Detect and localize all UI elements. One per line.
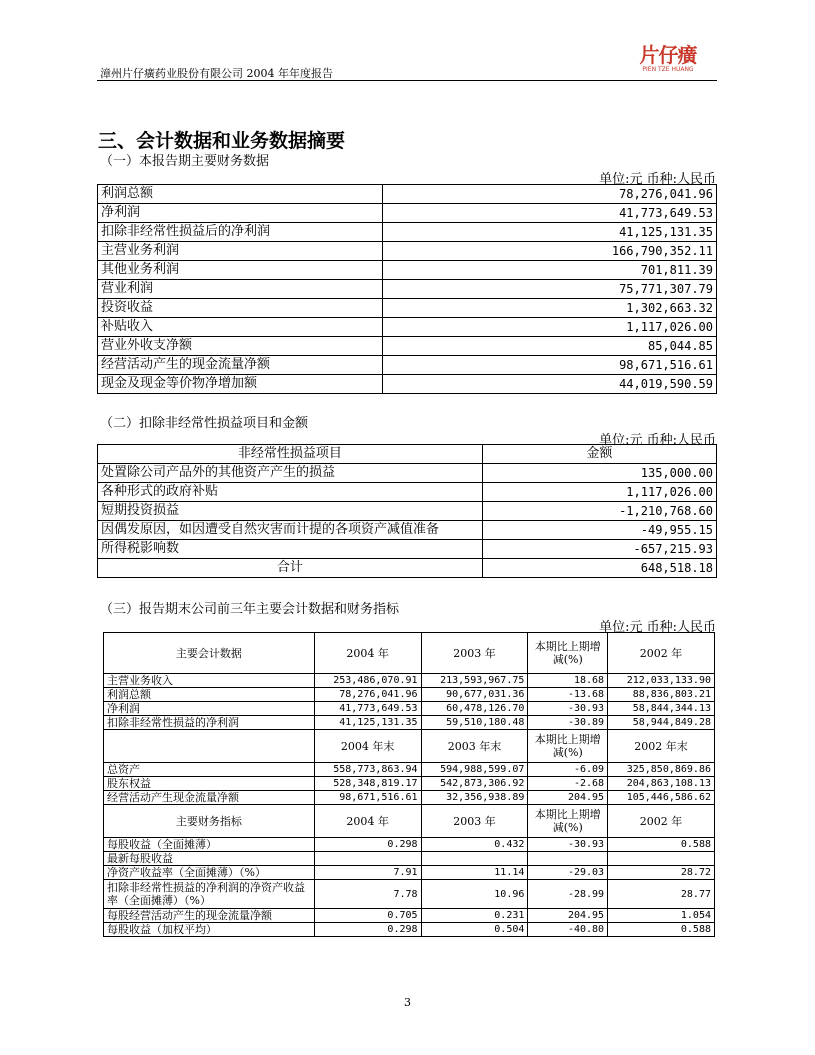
row-value: [608, 852, 715, 866]
table-row: [104, 777, 715, 791]
col-header: 2004 年: [314, 633, 421, 674]
part2-unit: 单位:元 币种:人民币: [599, 433, 716, 448]
col-header: 2003 年末: [421, 730, 528, 763]
table-header-row: [98, 445, 717, 464]
row-value: 166,790,352.11: [382, 242, 716, 261]
row-label: 主营业务利润: [98, 242, 383, 261]
row-label: 短期投资损益: [98, 502, 483, 521]
row-value: 59,510,180.48: [421, 716, 528, 730]
row-value: -13.68: [528, 688, 608, 702]
row-value: 105,446,586.62: [608, 791, 715, 805]
row-value: 78,276,041.96: [382, 185, 716, 204]
row-label: 净利润: [104, 702, 315, 716]
row-value: -30.93: [528, 702, 608, 716]
row-value: 0.588: [608, 923, 715, 937]
row-value: 701,811.39: [382, 261, 716, 280]
section-title: 三、会计数据和业务数据摘要: [98, 130, 346, 152]
row-value: 1,302,663.32: [382, 299, 716, 318]
col-header: 本期比上期增减(%): [528, 633, 608, 674]
logo-sub-text: PIEN TZE HUANG: [642, 66, 694, 73]
row-value: 0.231: [421, 909, 528, 923]
table-header-row: [104, 730, 715, 763]
row-value: 1,117,026.00: [482, 483, 716, 502]
total-label: 合计: [98, 559, 483, 578]
row-value: 0.504: [421, 923, 528, 937]
col-header: 本期比上期增减(%): [528, 805, 608, 838]
row-value: 7.91: [314, 866, 421, 880]
table-row: [98, 502, 717, 521]
table-row: [104, 716, 715, 730]
table-row: [98, 521, 717, 540]
row-value: [528, 852, 608, 866]
row-label: 因偶发原因，如因遭受自然灾害而计提的各项资产减值准备: [98, 521, 483, 540]
row-value: 325,850,869.86: [608, 763, 715, 777]
table-row: [98, 223, 717, 242]
row-value: 41,773,649.53: [314, 702, 421, 716]
table-row: [98, 185, 717, 204]
row-value: -49,955.15: [482, 521, 716, 540]
row-value: 10.96: [421, 880, 528, 909]
row-value: 58,944,849.28: [608, 716, 715, 730]
table-row: [98, 204, 717, 223]
table-row: [104, 674, 715, 688]
row-value: -28.99: [528, 880, 608, 909]
col-header: 2003 年: [421, 805, 528, 838]
row-value: 60,478,126.70: [421, 702, 528, 716]
row-value: 28.77: [608, 880, 715, 909]
table-row: [98, 299, 717, 318]
col-header: 本期比上期增减(%): [528, 730, 608, 763]
row-value: 41,125,131.35: [382, 223, 716, 242]
row-value: -30.89: [528, 716, 608, 730]
col-header-amount: 金额: [482, 445, 716, 464]
table-row: [104, 852, 715, 866]
row-value: -40.80: [528, 923, 608, 937]
row-label: 经营活动产生现金流量净额: [104, 791, 315, 805]
table-row: [98, 280, 717, 299]
row-value: 213,593,967.75: [421, 674, 528, 688]
row-value: 0.705: [314, 909, 421, 923]
report-header-title: 漳州片仔癀药业股份有限公司 2004 年年度报告: [100, 67, 333, 80]
row-label: 营业外收支净额: [98, 337, 383, 356]
row-value: 212,033,133.90: [608, 674, 715, 688]
table-row: [98, 337, 717, 356]
col-header: 2002 年末: [608, 730, 715, 763]
row-value: -29.03: [528, 866, 608, 880]
logo-main-text: 片仔癀: [639, 43, 697, 67]
row-label: 股东权益: [104, 777, 315, 791]
col-header: 2002 年: [608, 805, 715, 838]
row-value: 0.432: [421, 838, 528, 852]
col-header: 2002 年: [608, 633, 715, 674]
table-row: [98, 356, 717, 375]
row-label: 每股经营活动产生的现金流量净额: [104, 909, 315, 923]
row-value: 41,125,131.35: [314, 716, 421, 730]
row-value: -6.09: [528, 763, 608, 777]
row-value: 1,117,026.00: [382, 318, 716, 337]
table-row: [104, 880, 715, 909]
table-row: [98, 261, 717, 280]
row-value: 58,844,344.13: [608, 702, 715, 716]
table-row: [98, 318, 717, 337]
row-value: 28.72: [608, 866, 715, 880]
row-value: -657,215.93: [482, 540, 716, 559]
row-label: 每股收益（全面摊薄）: [104, 838, 315, 852]
row-value: 78,276,041.96: [314, 688, 421, 702]
row-label: 各种形式的政府补贴: [98, 483, 483, 502]
table-row: [98, 540, 717, 559]
part3-title: （三）报告期末公司前三年主要会计数据和财务指标: [100, 602, 400, 617]
col-header-item: 非经常性损益项目: [98, 445, 483, 464]
table-row: [104, 702, 715, 716]
row-value: 542,873,306.92: [421, 777, 528, 791]
row-label: 投资收益: [98, 299, 383, 318]
table-row: [104, 838, 715, 852]
row-value: 98,671,516.61: [382, 356, 716, 375]
row-value: 75,771,307.79: [382, 280, 716, 299]
row-value: 204.95: [528, 909, 608, 923]
row-value: 11.14: [421, 866, 528, 880]
table-row: [104, 923, 715, 937]
table-row: [104, 909, 715, 923]
row-value: [421, 852, 528, 866]
part3-unit: 单位:元 币种:人民币: [599, 620, 716, 635]
row-label: 经营活动产生的现金流量净额: [98, 356, 383, 375]
row-value: 204,863,108.13: [608, 777, 715, 791]
row-label: 净利润: [98, 204, 383, 223]
part2-title: （二）扣除非经常性损益项目和金额: [100, 416, 309, 431]
row-value: 90,677,031.36: [421, 688, 528, 702]
row-label: 扣除非经常性损益的净利润的净资产收益率（全面摊薄）（%）: [104, 880, 315, 909]
row-value: 7.78: [314, 880, 421, 909]
header-divider: [97, 80, 717, 81]
total-value: 648,518.18: [482, 559, 716, 578]
row-value: 0.298: [314, 923, 421, 937]
row-value: [314, 852, 421, 866]
main-financial-data-table: [97, 184, 717, 394]
col-header: 主要会计数据: [104, 633, 315, 674]
table-header-row: [104, 805, 715, 838]
col-header: 2004 年末: [314, 730, 421, 763]
row-value: 253,486,070.91: [314, 674, 421, 688]
row-value: -30.93: [528, 838, 608, 852]
row-value: 528,348,819.17: [314, 777, 421, 791]
col-header: [104, 730, 315, 763]
table-row: [98, 464, 717, 483]
row-label: 总资产: [104, 763, 315, 777]
row-value: 1.054: [608, 909, 715, 923]
row-value: 44,019,590.59: [382, 375, 716, 394]
row-label: 利润总额: [98, 185, 383, 204]
total-row: [98, 559, 717, 578]
col-header: 2003 年: [421, 633, 528, 674]
row-value: 0.588: [608, 838, 715, 852]
row-label: 扣除非经常性损益后的净利润: [98, 223, 383, 242]
row-label: 营业利润: [98, 280, 383, 299]
table-row: [98, 483, 717, 502]
row-label: 其他业务利润: [98, 261, 383, 280]
part1-title: （一）本报告期主要财务数据: [100, 154, 270, 169]
row-value: 88,836,803.21: [608, 688, 715, 702]
row-label: 最新每股收益: [104, 852, 315, 866]
table-row: [104, 791, 715, 805]
table-row: [104, 866, 715, 880]
table-header-row: [104, 633, 715, 674]
row-value: -2.68: [528, 777, 608, 791]
table-row: [98, 242, 717, 261]
row-label: 现金及现金等价物净增加额: [98, 375, 383, 394]
row-value: 18.68: [528, 674, 608, 688]
col-header: 2004 年: [314, 805, 421, 838]
row-label: 主营业务收入: [104, 674, 315, 688]
row-value: -1,210,768.60: [482, 502, 716, 521]
row-value: 85,044.85: [382, 337, 716, 356]
row-value: 41,773,649.53: [382, 204, 716, 223]
company-logo: [636, 44, 700, 74]
col-header: 主要财务指标: [104, 805, 315, 838]
row-label: 补贴收入: [98, 318, 383, 337]
row-value: 204.95: [528, 791, 608, 805]
row-value: 0.298: [314, 838, 421, 852]
table-row: [104, 763, 715, 777]
row-label: 净资产收益率（全面摊薄）（%）: [104, 866, 315, 880]
table-row: [104, 688, 715, 702]
row-value: 32,356,938.89: [421, 791, 528, 805]
row-label: 利润总额: [104, 688, 315, 702]
table-row: [98, 375, 717, 394]
row-value: 558,773,863.94: [314, 763, 421, 777]
row-value: 98,671,516.61: [314, 791, 421, 805]
row-label: 处置除公司产品外的其他资产产生的损益: [98, 464, 483, 483]
row-label: 扣除非经常性损益的净利润: [104, 716, 315, 730]
row-label: 所得税影响数: [98, 540, 483, 559]
page-number: 3: [404, 996, 411, 1009]
part1-unit: 单位:元 币种:人民币: [599, 172, 716, 187]
row-label: 每股收益（加权平均）: [104, 923, 315, 937]
row-value: 135,000.00: [482, 464, 716, 483]
non-recurring-items-table: [97, 444, 717, 578]
row-value: 594,988,599.07: [421, 763, 528, 777]
three-year-data-table: [103, 632, 715, 937]
